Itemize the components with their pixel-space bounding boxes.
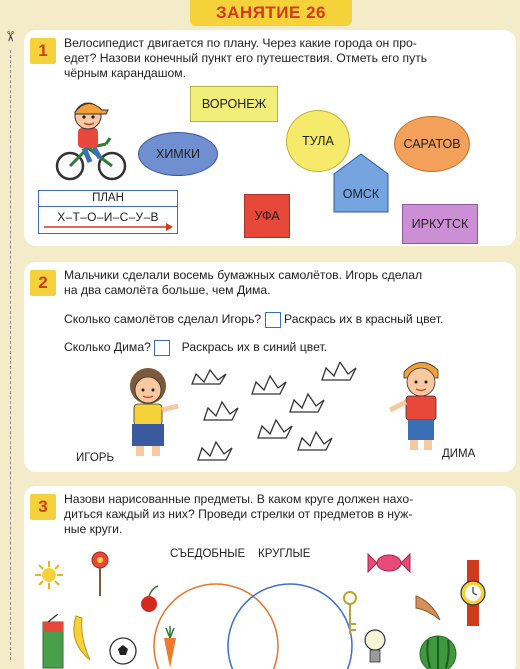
city-tula: ТУЛА [286,110,350,172]
cyclist-illustration [50,94,134,184]
text-line: на два самолёта больше, чем Дима. [64,283,271,297]
task-number: 2 [30,270,56,296]
football-icon [108,636,138,666]
answer-box-igor[interactable] [265,312,281,328]
igor-illustration [116,364,182,460]
light-bulb-icon [362,626,388,669]
city-voronezh: ВОРОНЕЖ [190,86,278,122]
circle-label-round: КРУГЛЫЕ [258,548,311,560]
lesson-title: ЗАНЯТИЕ 26 [190,0,352,26]
scissors-icon: ✂ [2,30,19,43]
paper-airplane-icon [198,442,232,460]
answer-box-dima[interactable] [154,340,170,356]
instruction-text: Раскрась их в красный цвет. [283,312,444,327]
paper-airplane-icon [290,394,324,412]
dima-illustration [386,354,456,454]
circle-label-edible: СЪЕДОБНЫЕ [170,548,246,560]
wristwatch-icon [456,560,490,626]
round-circle [228,584,352,669]
route-arrow [42,223,174,231]
city-saratov: САРАТОВ [394,116,470,172]
candy-icon [366,550,412,576]
paper-airplane-icon [298,432,332,450]
key-icon [340,590,360,636]
boomerang-icon [412,592,444,624]
task-1-text [64,36,427,81]
text-line: Назови нарисованные предметы. В каком круге должен нахо- [64,492,414,506]
city-ufa: УФА [244,194,290,238]
watermelon-icon [418,632,458,669]
paper-airplane-icon [204,402,238,420]
name-dima: ДИМА [442,448,476,460]
name-igor: ИГОРЬ [76,452,115,464]
task-3-panel [24,486,516,669]
carrot-icon [160,626,180,669]
paper-airplanes [174,362,394,466]
paper-airplane-icon [252,376,286,394]
question-text: Сколько самолётов сделал Игорь? [64,312,262,327]
lollipop-icon [88,550,112,598]
task-2-text [64,268,422,298]
question-igor [64,312,443,328]
city-khimki: ХИМКИ [138,132,218,176]
task-3-text [64,492,413,537]
city-irkutsk: ИРКУТСК [402,204,478,244]
question-text: Сколько Дима? [64,340,151,355]
plan-title: ПЛАН [39,191,177,207]
cut-line [10,50,11,660]
cherry-icon [136,584,162,614]
task-2-panel [24,262,516,472]
paper-airplane-icon [322,362,356,380]
instruction-text: Раскрась их в синий цвет. [181,340,328,355]
banana-icon [68,614,98,664]
question-dima [64,340,327,356]
text-line: едет? Назови конечный пункт его путешествия. Отметь его путь [64,51,428,65]
text-line: чёрным карандашом. [64,66,187,80]
task-1-panel [24,30,516,246]
paper-airplane-icon [258,420,292,438]
plan-route: Х–Т–О–И–С–У–В [57,210,159,224]
task-number: 3 [30,494,56,520]
city-omsk: ОМСК [342,187,380,201]
text-line: Мальчики сделали восемь бумажных самолётов. Игорь сделал [64,268,423,282]
juice-box-icon [40,614,66,669]
text-line: Велосипедист двигается по плану. Через какие города он про- [64,36,417,50]
text-line: диться каждый из них? Проведи стрелки от предметов в нуж- [64,507,413,521]
paper-airplane-icon [192,370,226,384]
sun-icon [34,560,64,590]
task-number: 1 [30,38,56,64]
text-line: ные круги. [64,522,123,536]
